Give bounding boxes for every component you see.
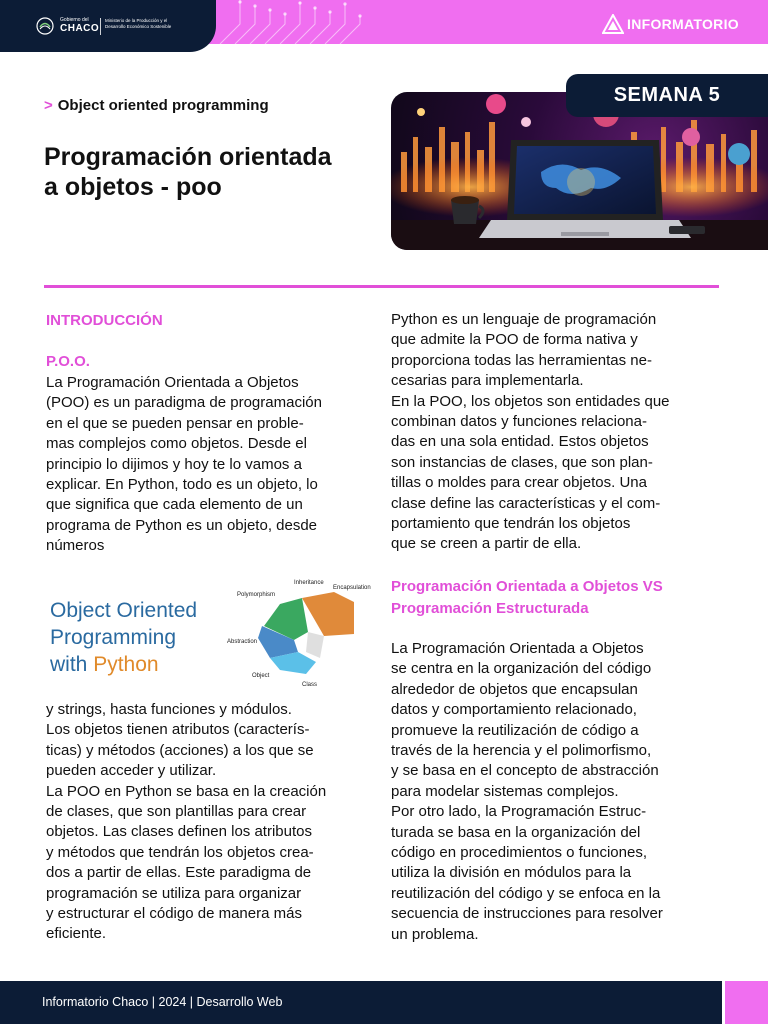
oop-ring-chart xyxy=(258,592,354,674)
text-line: La Programación Orientada a Objetos xyxy=(46,374,299,391)
text-line: se centra en la organización del código xyxy=(391,660,652,678)
text-line: que admite la POO de forma nativa y xyxy=(391,331,638,349)
text-line: principio lo dijimos y hoy te lo vamos a xyxy=(46,455,302,473)
label-class: Class xyxy=(302,682,318,688)
circuit-decoration xyxy=(200,0,400,44)
subtitle-text: Object oriented programming xyxy=(57,97,269,114)
text-line: La Programación Orientada a Objetos xyxy=(391,640,644,657)
text-line: La POO en Python se basa en la creación xyxy=(46,782,327,800)
text-line: y strings, hasta funciones y módulos. xyxy=(46,701,292,718)
page-title xyxy=(44,142,389,202)
vs-heading-line-1: Programación Orientada a Objetos VS xyxy=(391,578,663,595)
figure-line-3b: Python xyxy=(93,653,159,676)
informatorio-icon xyxy=(602,14,624,34)
ring-segment-encapsulation xyxy=(302,592,354,636)
text-line: promueve la reutilización de código a xyxy=(391,721,639,739)
text-line: un problema. xyxy=(391,925,479,943)
text-line: y métodos que tendrán los objetos crea- xyxy=(46,843,314,861)
text-line: datos y comportamiento relacionado, xyxy=(391,701,637,719)
footer-text: Informatorio Chaco | 2024 | Desarrollo Web xyxy=(42,995,283,1009)
text-line: turada se basa en la organización del xyxy=(391,823,641,841)
text-line: utiliza la división en módulos para la xyxy=(391,864,632,882)
text-line: de clases, que son plantillas para crear xyxy=(46,803,307,821)
label-encapsulation: Encapsulation xyxy=(333,585,371,591)
text-line: explicar. En Python, todo es un objeto, lo xyxy=(46,476,318,494)
text-line: mas complejos como objetos. Desde el xyxy=(46,435,307,453)
week-badge xyxy=(566,74,768,117)
text-line: secuencia de instrucciones para resolver xyxy=(391,905,663,923)
title-line-1: Programación orientada xyxy=(44,143,332,171)
vs-heading-line-2: Programación Estructurada xyxy=(391,600,589,617)
informatorio-brand: INFORMATORIO xyxy=(627,16,739,32)
ring-hole xyxy=(306,632,324,658)
text-line: Por otro lado, la Programación Estruc- xyxy=(391,803,647,821)
figure-line-1: Object Oriented xyxy=(50,599,198,622)
gov-name: CHACO xyxy=(60,23,100,34)
left-paragraph-1 xyxy=(46,373,380,557)
poo-heading: P.O.O. xyxy=(46,353,90,370)
text-line: alrededor de objetos que encapsulan xyxy=(391,680,638,698)
text-line: portamiento que tendrán los objetos xyxy=(391,515,631,533)
text-line: combinan datos y funciones relaciona- xyxy=(391,413,647,431)
text-line: tillas o moldes para crear objetos. Una xyxy=(391,474,647,492)
text-line: cesarias para implementarla. xyxy=(391,372,584,390)
text-line: pueden acceder y utilizar. xyxy=(46,762,217,780)
text-line: eficiente. xyxy=(46,925,107,943)
oop-figure-graphic xyxy=(44,574,376,692)
text-line: (POO) es un paradigma de programación xyxy=(46,394,322,412)
oop-python-figure xyxy=(44,574,376,692)
label-abstraction: Abstraction xyxy=(227,639,258,645)
title-divider xyxy=(44,285,719,288)
text-line: para modelar sistemas complejos. xyxy=(391,782,619,800)
title-line-2: a objetos - poo xyxy=(44,173,222,201)
ministry-label: Ministerio de la Producción y el Desarrollo Económico Sostenible xyxy=(105,18,172,29)
right-paragraph-2 xyxy=(391,639,731,945)
text-line: que significa que cada elemento de un xyxy=(46,496,303,514)
label-polymorphism: Polymorphism xyxy=(237,592,276,598)
text-line: reutilización del código y se enfoca en la xyxy=(391,884,661,902)
gov-divider xyxy=(100,18,101,35)
text-line: objetos. Las clases definen los atributos xyxy=(46,823,312,841)
section-subtitle xyxy=(44,97,269,114)
text-line: números xyxy=(46,537,105,555)
label-object: Object xyxy=(252,673,270,679)
figure-line-2: Programming xyxy=(50,626,177,649)
text-line: que se creen a partir de ella. xyxy=(391,535,582,553)
text-line: Los objetos tienen atributos (caracterís- xyxy=(46,721,310,739)
text-line: través de la herencia y el polimorfismo, xyxy=(391,742,652,760)
gov-small-label: Gobierno del xyxy=(60,17,89,23)
text-line: son instancias de clases, que son plan- xyxy=(391,453,653,471)
chaco-emblem-icon xyxy=(36,17,54,35)
text-line: Python es un lenguaje de programación xyxy=(391,311,657,328)
text-line: programa de Python es un objeto, desde xyxy=(46,516,318,534)
footer-accent-block xyxy=(725,981,768,1024)
text-line: proporciona todas las herramientas ne- xyxy=(391,351,652,369)
intro-heading: INTRODUCCIÓN xyxy=(46,312,163,329)
text-line: ticas) y métodos (acciones) a los que se xyxy=(46,741,314,759)
text-line: En la POO, los objetos son entidades que xyxy=(391,392,670,410)
text-line: código en procedimientos o funciones, xyxy=(391,844,647,862)
week-label: SEMANA 5 xyxy=(613,84,721,106)
text-line: y estructurar el código de manera más xyxy=(46,905,302,923)
label-inheritance: Inheritance xyxy=(294,580,324,586)
text-line: dos a partir de ellas. Este paradigma de xyxy=(46,864,312,882)
figure-line-3 xyxy=(49,653,159,676)
text-line: clase define las características y el com- xyxy=(391,494,661,512)
right-paragraph-1 xyxy=(391,310,731,555)
text-line: programación se utiliza para organizar xyxy=(46,884,302,902)
text-line: en el que se pueden pensar en proble- xyxy=(46,414,304,432)
vs-heading xyxy=(391,576,731,620)
left-paragraph-2 xyxy=(46,700,380,945)
text-line: das en una sola entidad. Estos objetos xyxy=(391,433,649,451)
informatorio-logo xyxy=(602,14,742,34)
figure-line-3a: with xyxy=(50,653,94,676)
chevron-right-icon: > xyxy=(44,97,53,114)
text-line: y se basa en el concepto de abstracción xyxy=(391,762,659,780)
page-footer xyxy=(0,981,722,1024)
government-logo-box xyxy=(0,0,216,52)
